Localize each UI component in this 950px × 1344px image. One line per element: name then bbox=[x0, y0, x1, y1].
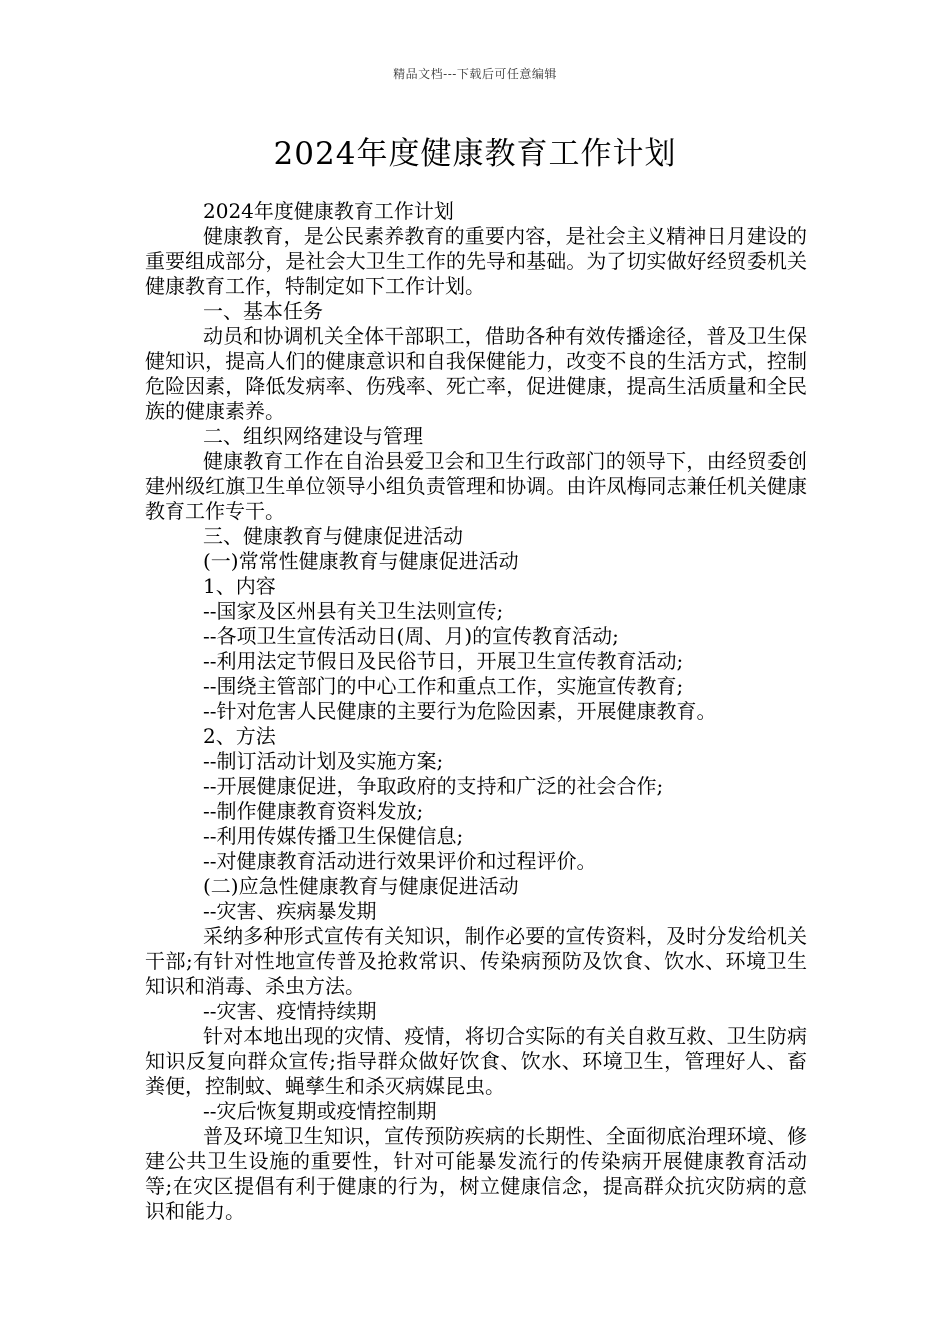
list-item: --对健康教育活动进行效果评价和过程评价。 bbox=[203, 849, 597, 873]
list-item: --针对危害人民健康的主要行为危险因素，开展健康教育。 bbox=[203, 699, 717, 723]
document-body bbox=[145, 199, 807, 1224]
paragraph-intro: 健康教育，是公民素养教育的重要内容，是社会主义精神日月建设的重要组成部分，是社会大卫生工作的先导和基础。为了切实做好经贸委机关健康教育工作，特制定如下工作计划。 bbox=[145, 224, 807, 298]
paragraph-outbreak: 采纳多种形式宣传有关知识，制作必要的宣传资料，及时分发给机关干部;有针对性地宣传普及抢救常识、传染病预防及饮食、饮水、环境卫生知识和消毒、杀虫方法。 bbox=[145, 924, 807, 998]
list-item: --制订活动计划及实施方案; bbox=[203, 749, 444, 773]
section-heading-organization: 二、组织网络建设与管理 bbox=[203, 424, 423, 448]
paragraph-ongoing: 针对本地出现的灾情、疫情，将切合实际的有关自救互救、卫生防病知识反复向群众宣传;指导群众做好饮食、饮水、环境卫生，管理好人、畜粪便，控制蚊、蝇孳生和杀灭病媒昆虫。 bbox=[145, 1024, 807, 1098]
list-item: --利用法定节假日及民俗节日，开展卫生宣传教育活动; bbox=[203, 649, 684, 673]
page-header-note: 精品文档---下载后可任意编辑 bbox=[393, 67, 557, 81]
paragraph-basic-tasks: 动员和协调机关全体干部职工，借助各种有效传播途径，普及卫生保健知识，提高人们的健康意识和自我保健能力，改变不良的生活方式，控制危险因素，降低发病率、伤残率、死亡率，促进健康，提高生活质量和全民族的健康素养。 bbox=[145, 324, 807, 423]
list-item: --围绕主管部门的中心工作和重点工作，实施宣传教育; bbox=[203, 674, 684, 698]
paragraph-organization: 健康教育工作在自治县爱卫会和卫生行政部门的领导下，由经贸委创建州级红旗卫生单位领导小组负责管理和协调。由许凤梅同志兼任机关健康教育工作专干。 bbox=[145, 449, 807, 523]
phase-heading-recovery: --灾后恢复期或疫情控制期 bbox=[203, 1099, 437, 1123]
list-item: --国家及区州县有关卫生法则宣传; bbox=[203, 599, 504, 623]
document-title: 2024年度健康教育工作计划 bbox=[273, 136, 677, 172]
paragraph-recovery: 普及环境卫生知识，宣传预防疾病的长期性、全面彻底治理环境、修建公共卫生设施的重要性，针对可能暴发流行的传染病开展健康教育活动等;在灾区提倡有利于健康的行为，树立健康信念，提高群众抗灾防病的意识和能力。 bbox=[145, 1124, 807, 1223]
section-heading-activities: 三、健康教育与健康促进活动 bbox=[203, 524, 463, 548]
phase-heading-ongoing: --灾害、疫情持续期 bbox=[203, 999, 377, 1023]
list-item: --制作健康教育资料发放; bbox=[203, 799, 424, 823]
item-heading-method: 2、方法 bbox=[203, 724, 276, 748]
list-item: --开展健康促进，争取政府的支持和广泛的社会合作; bbox=[203, 774, 664, 798]
list-item: --利用传媒传播卫生保健信息; bbox=[203, 824, 464, 848]
item-heading-content: 1、内容 bbox=[203, 574, 276, 598]
subsection-heading-regular: (一)常常性健康教育与健康促进活动 bbox=[203, 549, 519, 573]
list-item: --各项卫生宣传活动日(周、月)的宣传教育活动; bbox=[203, 624, 619, 648]
paragraph-subtitle: 2024年度健康教育工作计划 bbox=[203, 199, 454, 223]
subsection-heading-emergency: (二)应急性健康教育与健康促进活动 bbox=[203, 874, 519, 898]
phase-heading-outbreak: --灾害、疾病暴发期 bbox=[203, 899, 377, 923]
section-heading-basic-tasks: 一、基本任务 bbox=[203, 299, 323, 323]
